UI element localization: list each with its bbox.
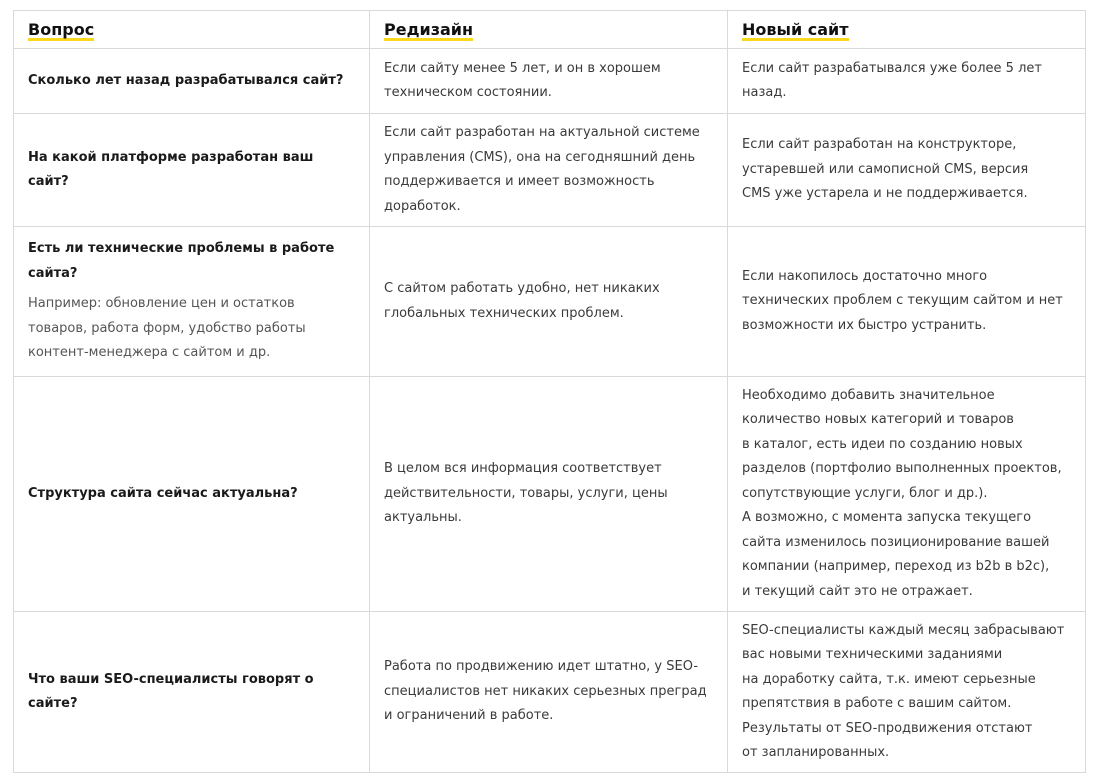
table-row	[14, 377, 1086, 612]
new-site-text: Если сайт разрабатывался уже более 5 лет	[742, 60, 1042, 76]
new-site-cell	[728, 612, 1086, 773]
header-new-site-label: Новый сайт	[742, 20, 849, 42]
table-row	[14, 49, 1086, 114]
table-row	[14, 612, 1086, 773]
new-site-text: на доработку сайта, т.к. имеют серьезные	[742, 671, 1036, 687]
redesign-text: С сайтом работать удобно, нет никаких	[384, 281, 660, 296]
header-question-label: Вопрос	[28, 20, 94, 42]
new-site-text: сайта изменилось позиционирование вашей	[742, 534, 1050, 550]
redesign-cell	[370, 377, 728, 612]
redesign-text: доработок.	[384, 198, 461, 214]
question-text: Есть ли технические проблемы в работе	[28, 241, 335, 257]
question-text: Сколько лет назад разрабатывался сайт?	[28, 72, 344, 88]
new-site-text: от запланированных.	[742, 745, 890, 760]
redesign-cell	[370, 49, 728, 114]
redesign-text: управления (CMS), она на сегодняшний день	[384, 149, 696, 165]
redesign-text: актуальны.	[384, 510, 462, 526]
new-site-text: SEO-специалисты каждый месяц забрасывают	[742, 622, 1065, 638]
table-row	[14, 114, 1086, 227]
new-site-text: компании (например, переход из b2b в b2c),	[742, 559, 1050, 575]
new-site-text: сопутствующие услуги, блог и др.).	[742, 485, 988, 501]
new-site-cell	[728, 49, 1086, 114]
question-note	[28, 292, 355, 366]
new-site-text: назад.	[742, 85, 787, 100]
redesign-text: техническом состоянии.	[384, 85, 552, 100]
question-text: На какой платформе разработан ваш сайт?	[28, 149, 314, 189]
redesign-cell	[370, 612, 728, 773]
new-site-text: разделов (портфолио выполненных проектов,	[742, 461, 1062, 477]
question-text: сайта?	[28, 265, 78, 281]
new-site-text: препятствия в работе с вашим сайтом.	[742, 696, 1012, 711]
question-cell	[14, 114, 370, 227]
question-cell	[14, 49, 370, 114]
redesign-text: специалистов нет никаких серьезных преград	[384, 683, 707, 699]
redesign-text: глобальных технических проблем.	[384, 305, 624, 321]
new-site-text: вас новыми техническими заданиями	[742, 647, 1003, 662]
redesign-cell	[370, 227, 728, 377]
new-site-cell	[728, 227, 1086, 377]
question-text: Что ваши SEO-специалисты говорят о сайте?	[28, 671, 314, 711]
new-site-text: технических проблем с текущим сайтом и нет	[742, 293, 1063, 309]
header-question	[14, 11, 370, 49]
new-site-text: устаревшей или самописной CMS, версия	[742, 161, 1029, 177]
question-cell	[14, 377, 370, 612]
question-cell	[14, 612, 370, 773]
question-note-text: контент-менеджера с сайтом и др.	[28, 345, 271, 361]
redesign-text: Работа по продвижению идет штатно, у SEO-	[384, 659, 699, 675]
new-site-text: Необходимо добавить значительное	[742, 387, 995, 403]
question-note-text: Например: обновление цен и остатков	[28, 296, 295, 312]
new-site-text: и текущий сайт это не отражает.	[742, 583, 973, 599]
redesign-cell	[370, 114, 728, 227]
header-redesign-label: Редизайн	[384, 20, 473, 42]
new-site-text: CMS уже устарела и не поддерживается.	[742, 186, 1028, 202]
header-new-site	[728, 11, 1086, 49]
new-site-text: возможности их быстро устранить.	[742, 317, 987, 333]
new-site-cell	[728, 377, 1086, 612]
new-site-text: Если сайт разработан на конструкторе,	[742, 137, 1017, 153]
redesign-text: и ограничений в работе.	[384, 708, 554, 724]
comparison-table-wrapper	[13, 10, 1086, 773]
new-site-text: количество новых категорий и товаров	[742, 412, 1014, 428]
header-redesign	[370, 11, 728, 49]
question-note-text: товаров, работа форм, удобство работы	[28, 320, 306, 336]
new-site-text: в каталог, есть идеи по созданию новых	[742, 436, 1023, 452]
table-row	[14, 227, 1086, 377]
redesign-text: действительности, товары, услуги, цены	[384, 485, 668, 501]
question-cell	[14, 227, 370, 377]
table-header-row	[14, 11, 1086, 49]
question-text: Структура сайта сейчас актуальна?	[28, 485, 298, 501]
redesign-text: Если сайту менее 5 лет, и он в хорошем	[384, 60, 661, 76]
new-site-text: А возможно, с момента запуска текущего	[742, 510, 1032, 526]
new-site-cell	[728, 114, 1086, 227]
redesign-text: Если сайт разработан на актуальной системе	[384, 125, 700, 140]
comparison-table	[13, 10, 1086, 773]
redesign-text: поддерживается и имеет возможность	[384, 174, 655, 189]
new-site-text: Результаты от SEO-продвижения отстают	[742, 720, 1033, 736]
new-site-text: Если накопилось достаточно много	[742, 268, 988, 284]
redesign-text: В целом вся информация соответствует	[384, 461, 662, 477]
